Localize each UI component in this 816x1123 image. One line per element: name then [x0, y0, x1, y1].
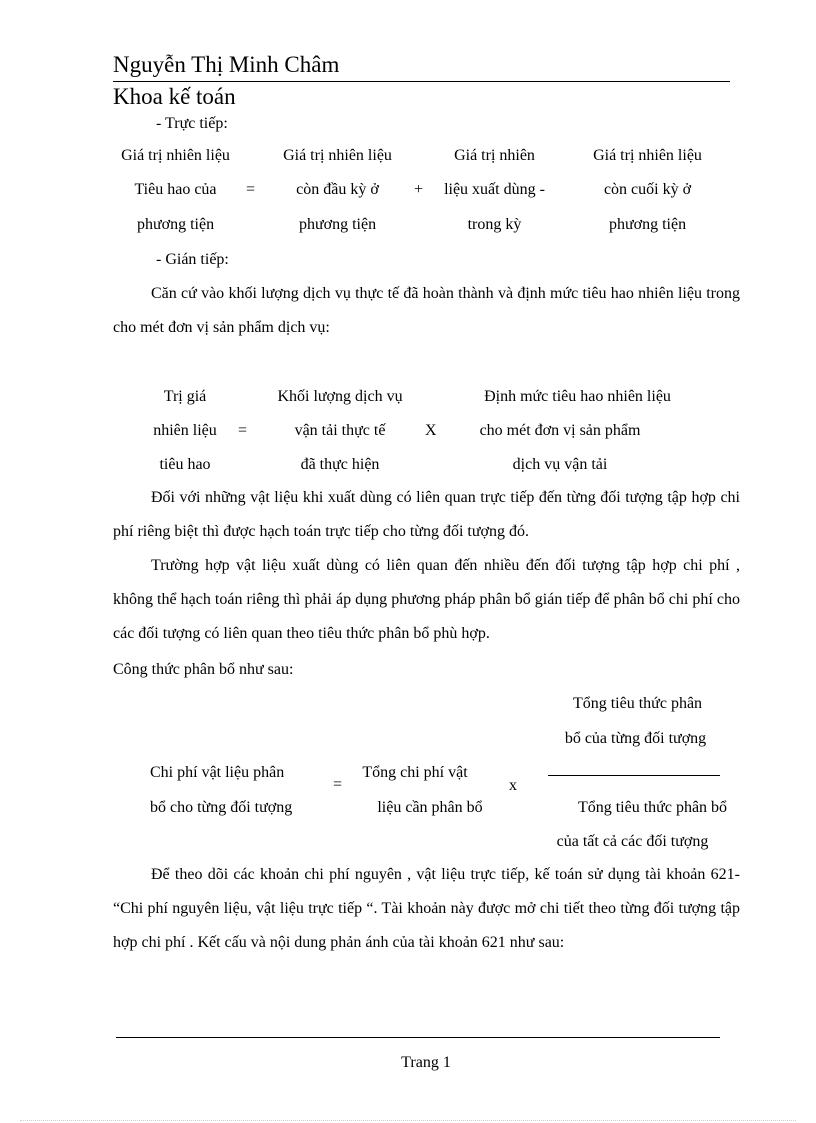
paragraph-formula-intro: Công thức phân bổ như sau:: [113, 661, 294, 678]
f2-equals: =: [238, 422, 248, 439]
direct-equals: =: [246, 181, 256, 198]
f2-term3-line2: cho mét đơn vị sản phẩm: [479, 422, 641, 439]
direct-term1-line1: Giá trị nhiên liệu: [121, 147, 230, 164]
direct-plus: +: [414, 181, 424, 198]
direct-term1-line2: Tiêu hao của: [134, 181, 217, 198]
f3-lhs-line1: Chi phí vật liệu phân: [150, 764, 285, 781]
indirect-label: - Gián tiếp:: [156, 251, 229, 268]
paragraph-indirect-allocation: Trường hợp vật liệu xuất dùng có liên quan đến nhiều đến đối tượng tập hợp chi phí , không thể hạch toán riêng thì phải áp dụng phương pháp phân bổ gián tiếp để phân bổ chi phí cho các đối tượng có liên quan theo tiêu thức phân bổ phù hợp.: [113, 557, 740, 642]
paragraph-account-621: Để theo dõi các khoản chi phí nguyên , vật liệu trực tiếp, kế toán sử dụng tài khoản 621- “Chi phí nguyên liệu, vật liệu trực tiếp “. Tài khoản này được mở chi tiết theo từng đối tượng tập hợp chi phí . Kết cấu và nội dung phản ánh của tài khoản 621 như sau:: [113, 866, 740, 951]
f3-mid-line1: Tổng chi phí vật: [362, 764, 468, 781]
f2-term1-line3: tiêu hao: [159, 456, 211, 473]
header-rule: [113, 81, 730, 82]
f3-denominator-line1: Tổng tiêu thức phân bổ: [577, 799, 728, 816]
direct-term3-line3: trong kỳ: [467, 216, 522, 233]
direct-term2-line1: Giá trị nhiên liệu: [283, 147, 392, 164]
direct-label: - Trực tiếp:: [156, 115, 228, 132]
direct-term3-line2: liệu xuất dùng -: [444, 181, 545, 198]
f2-term2-line3: đã thực hiện: [300, 456, 380, 473]
f2-term2-line1: Khối lượng dịch vụ: [277, 388, 403, 405]
header-author: Nguyễn Thị Minh Châm: [113, 52, 340, 77]
paragraph-direct-allocation: Đối với những vật liệu khi xuất dùng có liên quan trực tiếp đến từng đối tượng tập hợp chi phí riêng biệt thì được hạch toán trực tiếp cho từng đối tượng đó.: [113, 489, 740, 540]
direct-term2-line2: còn đầu kỳ ở: [296, 181, 379, 198]
f3-fraction-bar: [548, 775, 720, 776]
f2-times: X: [425, 422, 437, 439]
direct-term4-line1: Giá trị nhiên liệu: [593, 147, 702, 164]
f2-term1-line1: Trị giá: [163, 388, 207, 405]
page-number: Trang 1: [401, 1054, 451, 1071]
page-edge-dotted-line: [20, 1120, 796, 1121]
header-department: Khoa kế toán: [113, 84, 236, 109]
direct-term4-line3: phương tiện: [608, 216, 687, 233]
direct-term3-line1: Giá trị nhiên: [454, 147, 535, 164]
f3-numerator-line2: bổ của từng đối tượng: [564, 730, 707, 747]
f3-equals: =: [333, 776, 343, 793]
f3-lhs-line2: bổ cho từng đối tượng: [150, 799, 293, 816]
f3-times: x: [509, 777, 517, 794]
f3-numerator-line1: Tổng tiêu thức phân: [572, 695, 703, 712]
f3-mid-line2: liệu cần phân bổ: [377, 799, 483, 816]
direct-term2-line3: phương tiện: [298, 216, 377, 233]
f2-term1-line2: nhiên liệu: [153, 422, 217, 439]
footer-rule: [116, 1037, 720, 1038]
f3-denominator-line2: của tất cả các đối tượng: [556, 833, 709, 850]
f2-term2-line2: vận tải thực tế: [294, 422, 386, 439]
direct-term4-line2: còn cuối kỳ ở: [603, 181, 692, 198]
f2-term3-line1: Định mức tiêu hao nhiên liệu: [484, 388, 671, 405]
indirect-paragraph: Căn cứ vào khối lượng dịch vụ thực tế đã hoàn thành và định mức tiêu hao nhiên liệu trong cho mét đơn vị sản phẩm dịch vụ:: [113, 285, 740, 336]
f2-term3-line3: dịch vụ vận tải: [512, 456, 608, 473]
direct-term1-line3: phương tiện: [136, 216, 215, 233]
